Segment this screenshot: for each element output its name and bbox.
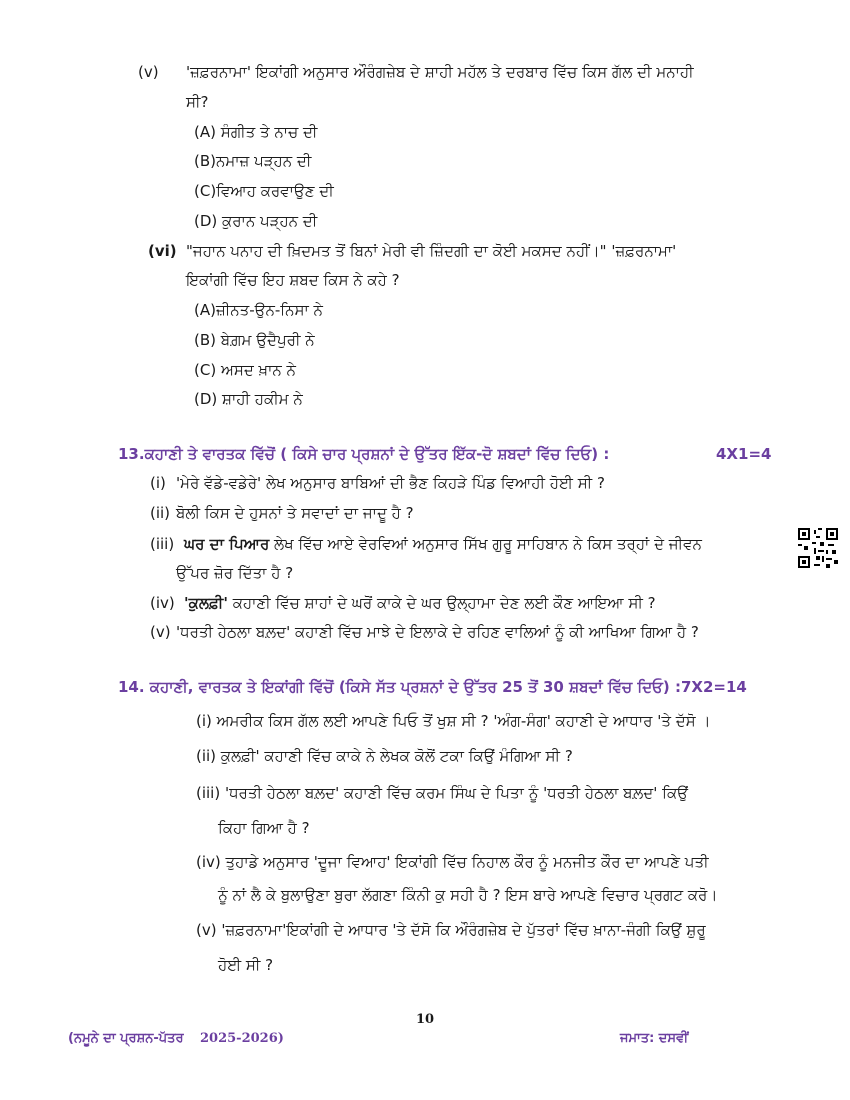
- q12-v-line1: 'ਜ਼ਫ਼ਰਨਾਮਾ' ਇਕਾਂਗੀ ਅਨੁਸਾਰ ਔਰੰਗਜ਼ੇਬ ਦੇ ਸ਼ਾਹੀ ਮਹੱਲ ਤੇ ਦਰਬਾਰ ਵਿੱਚ ਕਿਸ ਗੱਲ ਦੀ ਮਨਾਹੀ: [186, 63, 694, 81]
- q13-i-text: 'ਮੇਰੇ ਵੱਡੇ-ਵਡੇਰੇ' ਲੇਖ ਅਨੁਸਾਰ ਬਾਬਿਆਂ ਦੀ ਭੈਣ ਕਿਹੜੇ ਪਿੰਡ ਵਿਆਹੀ ਹੋਈ ਸੀ ?: [176, 474, 605, 492]
- q13-v-number: (v): [150, 623, 171, 641]
- q13-iv-text: ਕਹਾਣੀ ਵਿੱਚ ਸ਼ਾਹਾਂ ਦੇ ਘਰੋਂ ਕਾਕੇ ਦੇ ਘਰ ਉਲ੍ਹਾਮਾ ਦੇਣ ਲਈ ਕੌਣ ਆਇਆ ਸੀ ?: [227, 594, 656, 612]
- q13-iv-number: (iv): [150, 594, 175, 612]
- q13-iii-text: ਲੇਖ ਵਿੱਚ ਆਏ ਵੇਰਵਿਆਂ ਅਨੁਸਾਰ ਸਿੱਖ ਗੁਰੂ ਸਾਹਿਬਾਨ ਨੇ ਕਿਸ ਤਰ੍ਹਾਂ ਦੇ ਜੀਵਨ: [269, 535, 702, 553]
- q12-v-option-a: (A) ਸੰਗੀਤ ਤੇ ਨਾਚ ਦੀ: [194, 123, 318, 141]
- q13-iii-line1: [184, 534, 702, 554]
- q13-ii-number: (ii): [150, 504, 171, 522]
- q13-marks: 4X1=4: [716, 445, 772, 463]
- q12-v-number: (v): [138, 63, 159, 81]
- q14-iii-line1: (iii) 'ਧਰਤੀ ਹੇਠਲਾ ਬਲ਼ਦ' ਕਹਾਣੀ ਵਿੱਚ ਕਰਮ ਸਿੰਘ ਦੇ ਪਿਤਾ ਨੂੰ 'ਧਰਤੀ ਹੇਠਲਾ ਬਲ਼ਦ' ਕਿਉਂ: [196, 784, 689, 802]
- q12-vi-option-b: (B) ਬੇਗ਼ਮ ਉਦੈਪੁਰੀ ਨੇ: [194, 331, 315, 349]
- q13-iii-title: ਘਰ ਦਾ ਪਿਆਰ: [184, 535, 270, 553]
- q14-heading: 14. ਕਹਾਣੀ, ਵਾਰਤਕ ਤੇ ਇਕਾਂਗੀ ਵਿੱਚੋਂ (ਕਿਸੇ ਸੱਤ ਪ੍ਰਸ਼ਨਾਂ ਦੇ ਉੱਤਰ 25 ਤੋਂ 30 ਸ਼ਬਦਾਂ ਵਿੱਚ ਦਿਓ) :7X2=14: [118, 678, 747, 696]
- q12-vi-option-d: (D) ਸ਼ਾਹੀ ਹਕੀਮ ਨੇ: [194, 390, 303, 408]
- footer-left: (ਨਮੂਨੇ ਦਾ ਪ੍ਰਸ਼ਨ-ਪੱਤਰ: [68, 1031, 184, 1046]
- page-number: 10: [415, 1012, 435, 1027]
- q12-vi-line2: ਇਕਾਂਗੀ ਵਿੱਚ ਇਹ ਸ਼ਬਦ ਕਿਸ ਨੇ ਕਹੇ ?: [186, 271, 400, 289]
- footer-year: 2025-2026): [200, 1031, 284, 1046]
- q12-v-line2: ਸੀ?: [186, 93, 209, 111]
- q13-v-text: 'ਧਰਤੀ ਹੇਠਲਾ ਬਲ਼ਦ' ਕਹਾਣੀ ਵਿੱਚ ਮਾਝੇ ਦੇ ਇਲਾਕੇ ਦੇ ਰਹਿਣ ਵਾਲਿਆਂ ਨੂੰ ਕੀ ਆਖਿਆ ਗਿਆ ਹੈ ?: [176, 623, 699, 641]
- footer-class: ਜਮਾਤ: ਦਸਵੀਂ: [620, 1031, 689, 1046]
- q13-iv-title: 'ਕੁਲਫ਼ੀ': [184, 594, 228, 612]
- q13-heading: 13.ਕਹਾਣੀ ਤੇ ਵਾਰਤਕ ਵਿੱਚੋਂ ( ਕਿਸੇ ਚਾਰ ਪ੍ਰਸ਼ਨਾਂ ਦੇ ਉੱਤਰ ਇੱਕ-ਦੋ ਸ਼ਬਦਾਂ ਵਿੱਚ ਦਿਓ) :: [118, 445, 610, 463]
- q13-iii-line2: ਉੱਪਰ ਜ਼ੋਰ ਦਿੱਤਾ ਹੈ ?: [176, 564, 294, 582]
- q14-ii-line1: (ii) ਕੁਲਫ਼ੀ' ਕਹਾਣੀ ਵਿੱਚ ਕਾਕੇ ਨੇ ਲੇਖਕ ਕੋਲੋਂ ਟਕਾ ਕਿਉਂ ਮੰਗਿਆ ਸੀ ?: [196, 747, 573, 765]
- qr-code-icon: [798, 528, 838, 568]
- q12-v-option-c: (C)ਵਿਆਹ ਕਰਵਾਉਣ ਦੀ: [194, 182, 334, 200]
- q14-iv-line1: (iv) ਤੁਹਾਡੇ ਅਨੁਸਾਰ 'ਦੂਜਾ ਵਿਆਹ' ਇਕਾਂਗੀ ਵਿੱਚ ਨਿਹਾਲ ਕੌਰ ਨੂੰ ਮਨਜੀਤ ਕੌਰ ਦਾ ਆਪਣੇ ਪਤੀ: [196, 853, 709, 871]
- q13-i-number: (i): [150, 474, 166, 492]
- q13-ii-text: ਬੋਲੀ ਕਿਸ ਦੇ ਹੁਸਨਾਂ ਤੇ ਸਵਾਦਾਂ ਦਾ ਜਾਦੂ ਹੈ ?: [176, 504, 414, 522]
- q14-i-line1: (i) ਅਮਰੀਕ ਕਿਸ ਗੱਲ ਲਈ ਆਪਣੇ ਪਿਓ ਤੋਂ ਖੁਸ਼ ਸੀ ? 'ਅੰਗ-ਸੰਗ' ਕਹਾਣੀ ਦੇ ਆਧਾਰ 'ਤੇ ਦੱਸੋ ।: [196, 712, 711, 730]
- q12-v-option-b: (B)ਨਮਾਜ਼ ਪੜ੍ਹਨ ਦੀ: [194, 152, 312, 170]
- q13-iii-number: (iii): [150, 535, 175, 553]
- q12-vi-line1: "ਜਹਾਨ ਪਨਾਹ ਦੀ ਖ਼ਿਦਮਤ ਤੋਂ ਬਿਨਾਂ ਮੇਰੀ ਵੀ ਜ਼ਿੰਦਗੀ ਦਾ ਕੋਈ ਮਕਸਦ ਨਹੀਂ।" 'ਜ਼ਫ਼ਰਨਾਮਾ': [186, 242, 677, 260]
- q13-iv-line: [184, 593, 656, 613]
- q14-v-line2: ਹੋਈ ਸੀ ?: [218, 956, 274, 974]
- q14-iii-line2: ਕਿਹਾ ਗਿਆ ਹੈ ?: [218, 819, 310, 837]
- q12-vi-number: (vi): [148, 242, 177, 260]
- q12-v-option-d: (D) ਕੁਰਾਨ ਪੜ੍ਹਨ ਦੀ: [194, 212, 318, 230]
- q12-vi-option-c: (C) ਅਸਦ ਖ਼ਾਨ ਨੇ: [194, 361, 296, 379]
- q14-iv-line2: ਨੂੰ ਨਾਂ ਲੈ ਕੇ ਬੁਲਾਉਣਾ ਬੁਰਾ ਲੱਗਣਾ ਕਿੰਨੀ ਕੁ ਸਹੀ ਹੈ ? ਇਸ ਬਾਰੇ ਆਪਣੇ ਵਿਚਾਰ ਪ੍ਰਗਟ ਕਰੋ।: [218, 886, 718, 904]
- q12-vi-option-a: (A)ਜ਼ੀਨਤ-ਉਨ-ਨਿਸਾ ਨੇ: [194, 301, 323, 319]
- q14-v-line1: (v) 'ਜ਼ਫ਼ਰਨਾਮਾ'ਇਕਾਂਗੀ ਦੇ ਆਧਾਰ 'ਤੇ ਦੱਸੋ ਕਿ ਔਰੰਗਜ਼ੇਬ ਦੇ ਪੁੱਤਰਾਂ ਵਿੱਚ ਖ਼ਾਨਾ-ਜੰਗੀ ਕਿਉਂ ਸ਼ੁਰੂ: [196, 921, 706, 939]
